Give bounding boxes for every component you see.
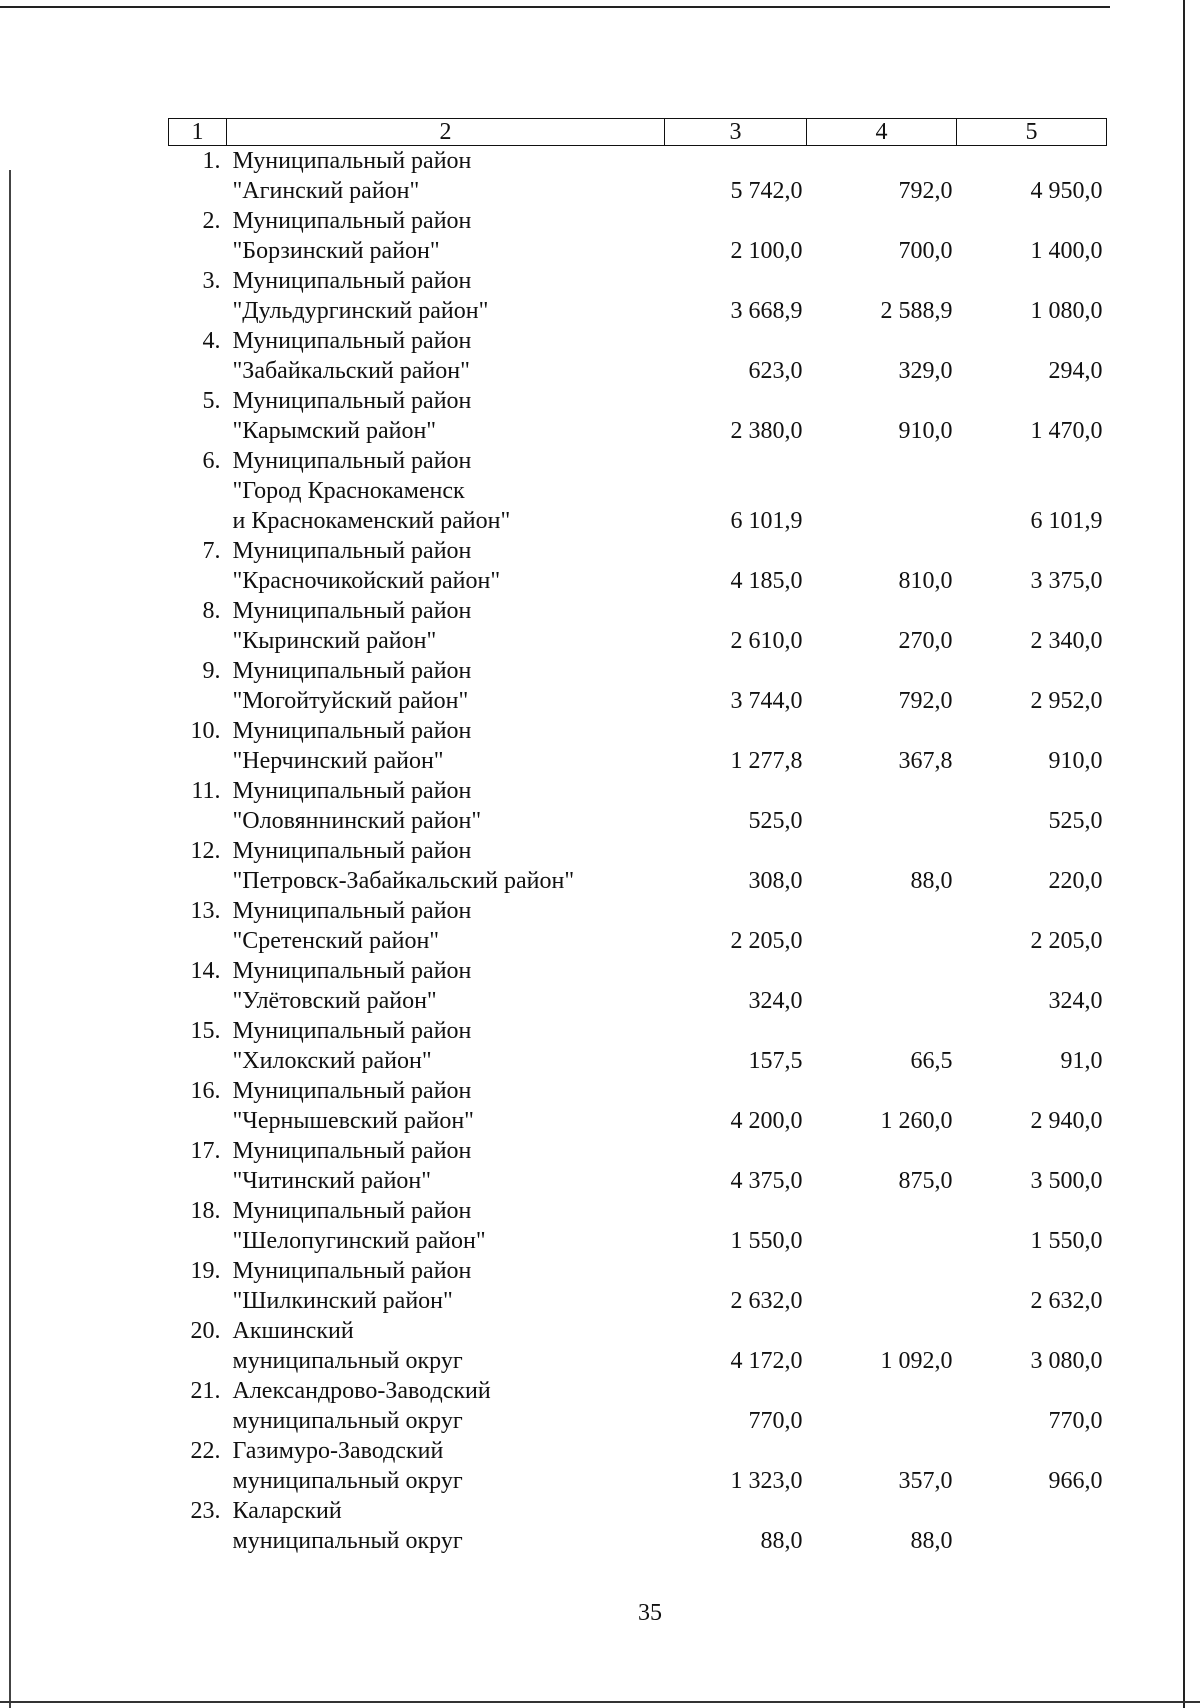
value-col-4: 357,0 xyxy=(898,1468,953,1494)
table-row xyxy=(169,896,1107,956)
table-row xyxy=(169,536,1107,596)
scan-edge-left xyxy=(9,170,11,1708)
row-number: 7. xyxy=(202,538,221,564)
municipality-name: Муниципальный район "Могойтуйский район" xyxy=(232,658,472,714)
value-col-3: 4 200,0 xyxy=(730,1108,803,1134)
value-col-5: 2 340,0 xyxy=(1030,628,1103,654)
municipality-name: Муниципальный район "Забайкальский район" xyxy=(232,328,472,384)
row-number: 21. xyxy=(190,1378,221,1404)
value-col-3: 1 323,0 xyxy=(730,1468,803,1494)
table-row xyxy=(169,1196,1107,1256)
value-col-5: 1 550,0 xyxy=(1030,1228,1103,1254)
value-col-3: 770,0 xyxy=(748,1408,803,1434)
value-col-4 xyxy=(807,776,957,836)
table-header xyxy=(169,119,1107,146)
value-col-5: 2 632,0 xyxy=(1030,1288,1103,1314)
municipality-name: Муниципальный район "Читинский район" xyxy=(232,1138,472,1194)
municipality-name: Муниципальный район "Улётовский район" xyxy=(232,958,472,1014)
value-col-4: 910,0 xyxy=(898,418,953,444)
row-number: 2. xyxy=(202,208,221,234)
table-row xyxy=(169,956,1107,1016)
value-col-5: 910,0 xyxy=(1048,748,1103,774)
value-col-3: 4 185,0 xyxy=(730,568,803,594)
header-col-4: 4 xyxy=(807,119,957,146)
municipality-name: Муниципальный район "Хилокский район" xyxy=(232,1018,472,1074)
header-col-1: 1 xyxy=(169,119,227,146)
value-col-3: 5 742,0 xyxy=(730,178,803,204)
value-col-4: 810,0 xyxy=(898,568,953,594)
municipality-name: Муниципальный район "Красночикойский район" xyxy=(232,538,501,594)
value-col-3: 4 375,0 xyxy=(730,1168,803,1194)
value-col-3: 1 550,0 xyxy=(730,1228,803,1254)
municipality-name: Газимуро-Заводский муниципальный округ xyxy=(232,1438,463,1494)
municipality-name: Муниципальный район "Город Краснокаменск и Краснокаменский район" xyxy=(232,448,511,534)
value-col-4: 2 588,9 xyxy=(880,298,953,324)
value-col-4: 88,0 xyxy=(910,1528,953,1554)
table-row xyxy=(169,1136,1107,1196)
table-row xyxy=(169,1316,1107,1376)
row-number: 12. xyxy=(190,838,221,864)
municipality-name: Муниципальный район "Карымский район" xyxy=(232,388,472,444)
value-col-3: 2 100,0 xyxy=(730,238,803,264)
row-number: 17. xyxy=(190,1138,221,1164)
value-col-3: 1 277,8 xyxy=(730,748,803,774)
row-number: 18. xyxy=(190,1198,221,1224)
value-col-5: 3 375,0 xyxy=(1030,568,1103,594)
row-number: 22. xyxy=(190,1438,221,1464)
value-col-5: 2 952,0 xyxy=(1030,688,1103,714)
value-col-3: 324,0 xyxy=(748,988,803,1014)
municipality-name: Муниципальный район "Борзинский район" xyxy=(232,208,472,264)
scan-edge-top xyxy=(0,6,1110,8)
value-col-3: 2 632,0 xyxy=(730,1288,803,1314)
value-col-4: 792,0 xyxy=(898,178,953,204)
row-number: 6. xyxy=(202,448,221,474)
row-number: 16. xyxy=(190,1078,221,1104)
table-row xyxy=(169,1376,1107,1436)
value-col-4 xyxy=(807,1196,957,1256)
value-col-3: 525,0 xyxy=(748,808,803,834)
value-col-3: 2 380,0 xyxy=(730,418,803,444)
table-row xyxy=(169,326,1107,386)
table-body xyxy=(169,146,1107,1557)
value-col-5 xyxy=(957,1496,1107,1556)
row-number: 1. xyxy=(202,148,221,174)
municipality-name: Муниципальный район "Дульдургинский район" xyxy=(232,268,489,324)
value-col-3: 2 610,0 xyxy=(730,628,803,654)
row-number: 19. xyxy=(190,1258,221,1284)
table-row xyxy=(169,1496,1107,1556)
municipality-name: Муниципальный район "Сретенский район" xyxy=(232,898,472,954)
municipality-name: Муниципальный район "Шилкинский район" xyxy=(232,1258,472,1314)
value-col-4: 792,0 xyxy=(898,688,953,714)
row-number: 20. xyxy=(190,1318,221,1344)
value-col-5: 525,0 xyxy=(1048,808,1103,834)
row-number: 11. xyxy=(191,778,221,804)
value-col-5: 4 950,0 xyxy=(1030,178,1103,204)
value-col-5: 324,0 xyxy=(1048,988,1103,1014)
value-col-4: 875,0 xyxy=(898,1168,953,1194)
value-col-4: 270,0 xyxy=(898,628,953,654)
table-row xyxy=(169,1436,1107,1496)
value-col-4: 700,0 xyxy=(898,238,953,264)
row-number: 10. xyxy=(190,718,221,744)
table-row xyxy=(169,1256,1107,1316)
value-col-5: 91,0 xyxy=(1060,1048,1103,1074)
municipality-name: Каларский муниципальный округ xyxy=(232,1498,463,1554)
header-col-2: 2 xyxy=(227,119,665,146)
value-col-3: 623,0 xyxy=(748,358,803,384)
value-col-4 xyxy=(807,446,957,536)
value-col-4 xyxy=(807,1256,957,1316)
value-col-5: 1 470,0 xyxy=(1030,418,1103,444)
municipality-name: Муниципальный район "Оловяннинский район" xyxy=(232,778,482,834)
value-col-3: 157,5 xyxy=(748,1048,803,1074)
municipality-name: Муниципальный район "Шелопугинский район" xyxy=(232,1198,486,1254)
value-col-4: 88,0 xyxy=(910,868,953,894)
scan-edge-right xyxy=(1183,0,1185,1708)
row-number: 15. xyxy=(190,1018,221,1044)
value-col-3: 3 668,9 xyxy=(730,298,803,324)
value-col-5: 2 940,0 xyxy=(1030,1108,1103,1134)
budget-table xyxy=(168,118,1107,1556)
value-col-5: 2 205,0 xyxy=(1030,928,1103,954)
row-number: 13. xyxy=(190,898,221,924)
value-col-4 xyxy=(807,1376,957,1436)
row-number: 3. xyxy=(202,268,221,294)
header-col-3: 3 xyxy=(665,119,807,146)
row-number: 5. xyxy=(202,388,221,414)
header-row xyxy=(169,119,1107,146)
municipality-name: Муниципальный район "Чернышевский район" xyxy=(232,1078,474,1134)
table-row xyxy=(169,266,1107,326)
value-col-5: 770,0 xyxy=(1048,1408,1103,1434)
municipality-name: Александрово-Заводский муниципальный округ xyxy=(232,1378,491,1434)
value-col-3: 88,0 xyxy=(760,1528,803,1554)
value-col-4 xyxy=(807,956,957,1016)
table-row xyxy=(169,1016,1107,1076)
value-col-4 xyxy=(807,896,957,956)
municipality-name: Акшинский муниципальный округ xyxy=(232,1318,463,1374)
value-col-4: 367,8 xyxy=(898,748,953,774)
table-row xyxy=(169,716,1107,776)
value-col-4: 1 260,0 xyxy=(880,1108,953,1134)
row-number: 14. xyxy=(190,958,221,984)
table-row xyxy=(169,656,1107,716)
value-col-5: 3 500,0 xyxy=(1030,1168,1103,1194)
value-col-4: 1 092,0 xyxy=(880,1348,953,1374)
row-number: 8. xyxy=(202,598,221,624)
page-number: 35 xyxy=(638,1600,662,1626)
value-col-3: 4 172,0 xyxy=(730,1348,803,1374)
row-number: 9. xyxy=(202,658,221,684)
value-col-4: 329,0 xyxy=(898,358,953,384)
municipality-name: Муниципальный район "Кыринский район" xyxy=(232,598,472,654)
value-col-5: 3 080,0 xyxy=(1030,1348,1103,1374)
value-col-5: 6 101,9 xyxy=(1030,508,1103,534)
header-col-5: 5 xyxy=(957,119,1107,146)
row-number: 23. xyxy=(190,1498,221,1524)
municipality-name: Муниципальный район "Нерчинский район" xyxy=(232,718,472,774)
value-col-3: 308,0 xyxy=(748,868,803,894)
table-row xyxy=(169,446,1107,536)
value-col-5: 966,0 xyxy=(1048,1468,1103,1494)
value-col-5: 1 400,0 xyxy=(1030,238,1103,264)
value-col-3: 3 744,0 xyxy=(730,688,803,714)
municipality-name: Муниципальный район "Агинский район" xyxy=(232,148,472,204)
table-row xyxy=(169,836,1107,896)
value-col-4: 66,5 xyxy=(910,1048,953,1074)
table-row xyxy=(169,596,1107,656)
value-col-5: 220,0 xyxy=(1048,868,1103,894)
table-row xyxy=(169,146,1107,207)
municipality-name: Муниципальный район "Петровск-Забайкальский район" xyxy=(232,838,575,894)
value-col-3: 2 205,0 xyxy=(730,928,803,954)
table-row xyxy=(169,1076,1107,1136)
value-col-5: 294,0 xyxy=(1048,358,1103,384)
table-row xyxy=(169,776,1107,836)
value-col-5: 1 080,0 xyxy=(1030,298,1103,324)
row-number: 4. xyxy=(202,328,221,354)
scan-edge-bottom xyxy=(0,1701,1200,1703)
value-col-3: 6 101,9 xyxy=(730,508,803,534)
table-row xyxy=(169,386,1107,446)
table-row xyxy=(169,206,1107,266)
